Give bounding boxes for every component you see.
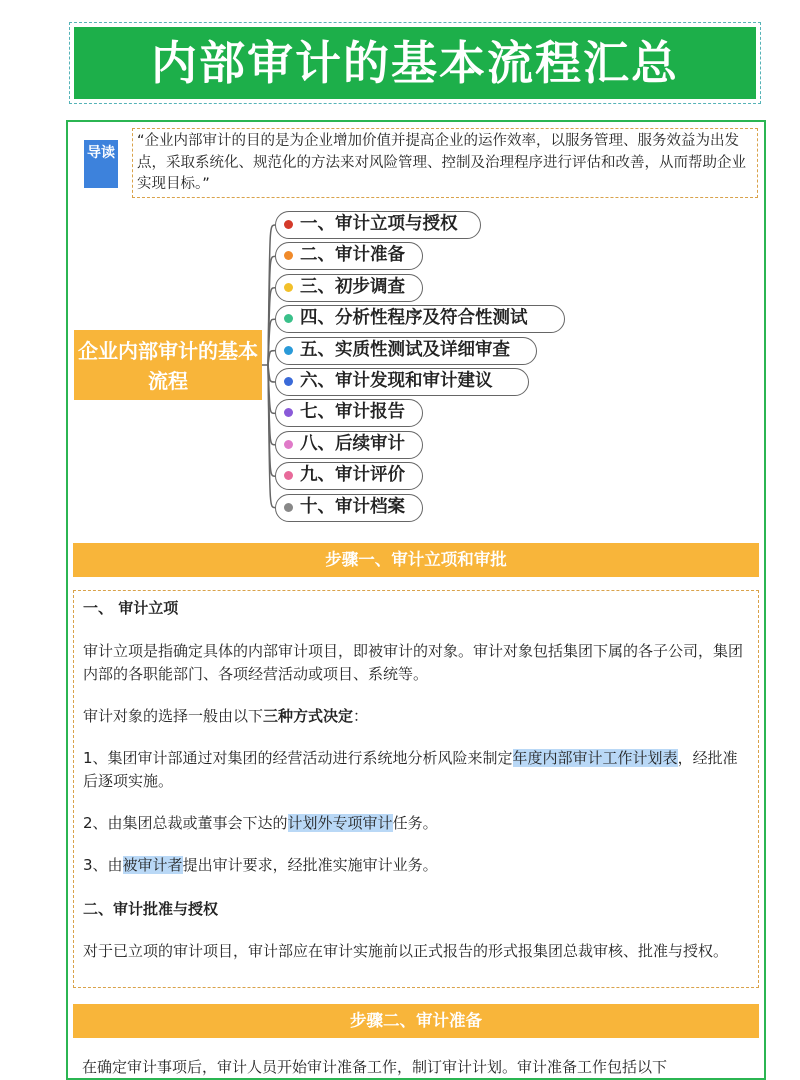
mindmap-node-2 (275, 242, 423, 270)
intro-text: “企业内部审计的目的是为企业增加价值并提高企业的运作效率，以服务管理、服务效益为出发点，采取系统化、规范化的方法来对风险管理、控制及治理程序进行评估和改善，从而帮助企业实现目标。” (132, 128, 758, 198)
step1-paragraph-2 (83, 705, 751, 728)
step1-paragraph-1: 审计立项是指确定具体的内部审计项目，即被审计的对象。审计对象包括集团下属的各子公司，集团内部的各职能部门、各项经营活动或项目、系统等。 (83, 642, 744, 683)
highlight-text: 年度内部审计工作计划表 (512, 749, 678, 767)
mindmap-node-8 (275, 431, 423, 459)
node-bullet-icon (284, 220, 293, 229)
node-bullet-icon (284, 283, 293, 292)
step1-item-1 (83, 747, 751, 793)
node-bullet-icon (284, 314, 293, 323)
mindmap-node-label: 一、审计立项与授权 (300, 214, 458, 234)
mindmap-node-label: 六、审计发现和审计建议 (300, 371, 493, 391)
text-span: 提出审计要求，经批准实施审计业务。 (182, 856, 438, 874)
mindmap-node-label: 三、初步调查 (300, 276, 405, 297)
mindmap-node-label: 七、审计报告 (300, 402, 405, 423)
page-title: 内部审计的基本流程汇总 (74, 27, 756, 99)
mindmap-node-10 (275, 494, 423, 522)
text-span: 1、集团审计部通过对集团的经营活动进行系统地分析风险来制定 (83, 749, 513, 767)
node-bullet-icon (284, 440, 293, 449)
mindmap-node-label: 五、实质性测试及详细审查 (300, 339, 510, 360)
mindmap-node-label: 二、审计准备 (300, 245, 405, 266)
mindmap-node-6 (275, 368, 529, 396)
step1-item-2 (83, 812, 751, 835)
step1-item-3 (83, 854, 751, 877)
mindmap-center-node: 企业内部审计的基本流程 (74, 330, 262, 400)
step1-paragraph-3: 对于已立项的审计项目，审计部应在审计实施前以正式报告的形式报集团总裁审核、批准与授权。 (83, 942, 729, 960)
step1-header: 步骤一、审计立项和审批 (73, 543, 759, 577)
node-bullet-icon (284, 346, 293, 355)
step2-header: 步骤二、审计准备 (73, 1004, 759, 1038)
mindmap-node-label: 八、后续审计 (300, 433, 405, 454)
mindmap-node-3 (275, 274, 423, 302)
text-span: ： (353, 707, 369, 725)
mindmap-node-4 (275, 305, 565, 333)
mindmap-node-9 (275, 462, 423, 490)
text-span: 审计对象的选择一般由以下 (83, 707, 264, 725)
mindmap-node-label: 四、分析性程序及符合性测试 (300, 308, 528, 329)
mindmap-node-5 (275, 337, 537, 365)
node-bullet-icon (284, 377, 293, 386)
mindmap-node-1 (275, 211, 481, 239)
step1-heading-1: 一、 审计立项 (83, 599, 179, 617)
step2-paragraph-partial: 在确定审计事项后，审计人员开始审计准备工作，制订审计计划。审计准备工作包括以下 (82, 1058, 668, 1076)
node-bullet-icon (284, 408, 293, 417)
highlight-text: 被审计者 (122, 856, 183, 874)
mindmap-node-7 (275, 399, 423, 427)
mindmap-node-label: 十、审计档案 (300, 496, 405, 517)
highlight-text: 计划外专项审计 (287, 814, 393, 832)
text-span: ，经批准后逐项实施。 (83, 749, 738, 790)
text-span: 2、由集团总裁或董事会下达的 (83, 814, 288, 832)
step1-content (73, 590, 759, 988)
node-bullet-icon (284, 503, 293, 512)
mindmap-node-label: 九、审计评价 (300, 465, 405, 486)
text-span: 任务。 (392, 814, 438, 832)
node-bullet-icon (284, 471, 293, 480)
intro-badge: 导读 (84, 140, 118, 188)
text-span: 3、由 (83, 856, 123, 874)
step1-heading-2: 二、审计批准与授权 (83, 900, 219, 918)
bold-text: 三种方式决定 (263, 707, 354, 725)
node-bullet-icon (284, 251, 293, 260)
